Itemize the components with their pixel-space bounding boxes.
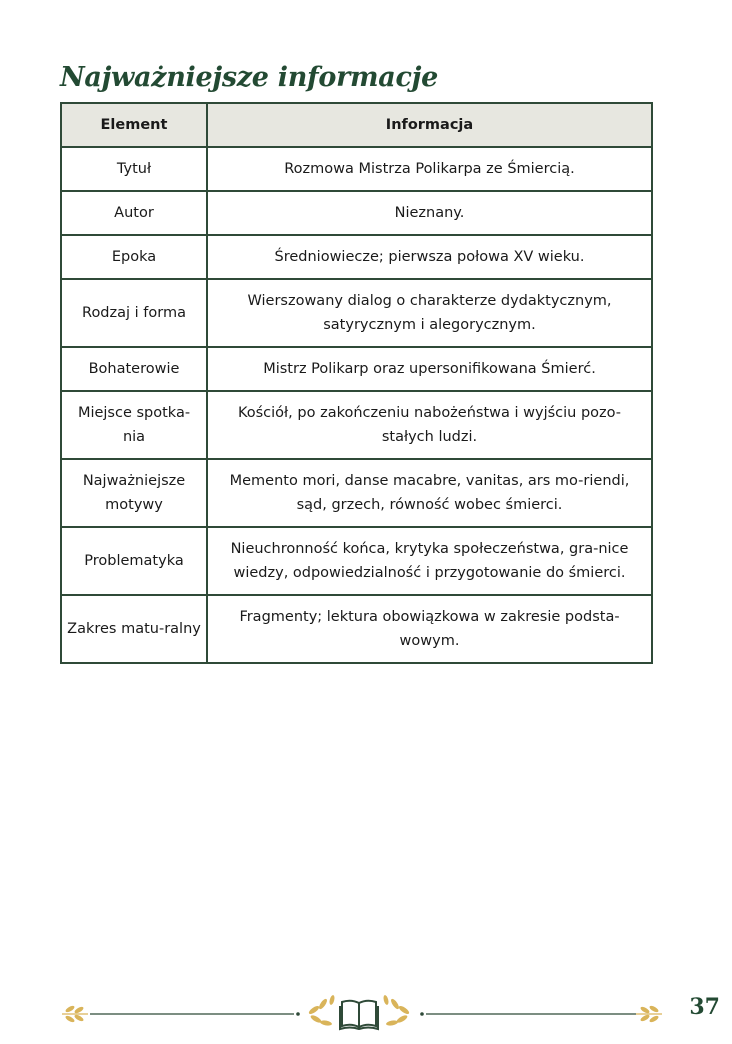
row-info: Wierszowany dialog o charakterze dydaktycznym, satyrycznym i alegorycznym. — [207, 279, 652, 347]
row-info: Rozmowa Mistrza Polikarpa ze Śmiercią. — [207, 147, 652, 191]
table-row — [61, 347, 652, 391]
row-element: Bohaterowie — [61, 347, 207, 391]
row-element: Autor — [61, 191, 207, 235]
table-header-row — [61, 103, 652, 147]
page-number: 37 — [689, 994, 720, 1020]
column-header-info: Informacja — [207, 103, 652, 147]
table-row — [61, 595, 652, 663]
row-element: Epoka — [61, 235, 207, 279]
open-book-icon — [340, 1001, 378, 1029]
row-element: Rodzaj i forma — [61, 279, 207, 347]
row-info: Fragmenty; lektura obowiązkowa w zakresie podsta-wowym. — [207, 595, 652, 663]
footer-ornament — [58, 990, 668, 1034]
table-row — [61, 235, 652, 279]
column-header-element: Element — [61, 103, 207, 147]
table-row — [61, 459, 652, 527]
row-element: Najważniejsze motywy — [61, 459, 207, 527]
row-info: Kościół, po zakończeniu nabożeństwa i wyjściu pozo-stałych ludzi. — [207, 391, 652, 459]
table-row — [61, 147, 652, 191]
row-element: Miejsce spotka-nia — [61, 391, 207, 459]
laurel-divider-icon — [58, 990, 668, 1034]
page-title: Najważniejsze informacje — [60, 62, 438, 93]
table-row — [61, 527, 652, 595]
table-row — [61, 279, 652, 347]
table-row — [61, 191, 652, 235]
row-info: Mistrz Polikarp oraz upersonifikowana Śmierć. — [207, 347, 652, 391]
table-row — [61, 391, 652, 459]
row-info: Nieuchronność końca, krytyka społeczeństwa, gra-nice wiedzy, odpowiedzialność i przygotowanie do śmierci. — [207, 527, 652, 595]
row-info: Nieznany. — [207, 191, 652, 235]
row-element: Zakres matu-ralny — [61, 595, 207, 663]
row-info: Memento mori, danse macabre, vanitas, ars mo-riendi, sąd, grzech, równość wobec śmierci. — [207, 459, 652, 527]
info-table — [60, 102, 653, 664]
row-info: Średniowiecze; pierwsza połowa XV wieku. — [207, 235, 652, 279]
row-element: Problematyka — [61, 527, 207, 595]
row-element: Tytuł — [61, 147, 207, 191]
